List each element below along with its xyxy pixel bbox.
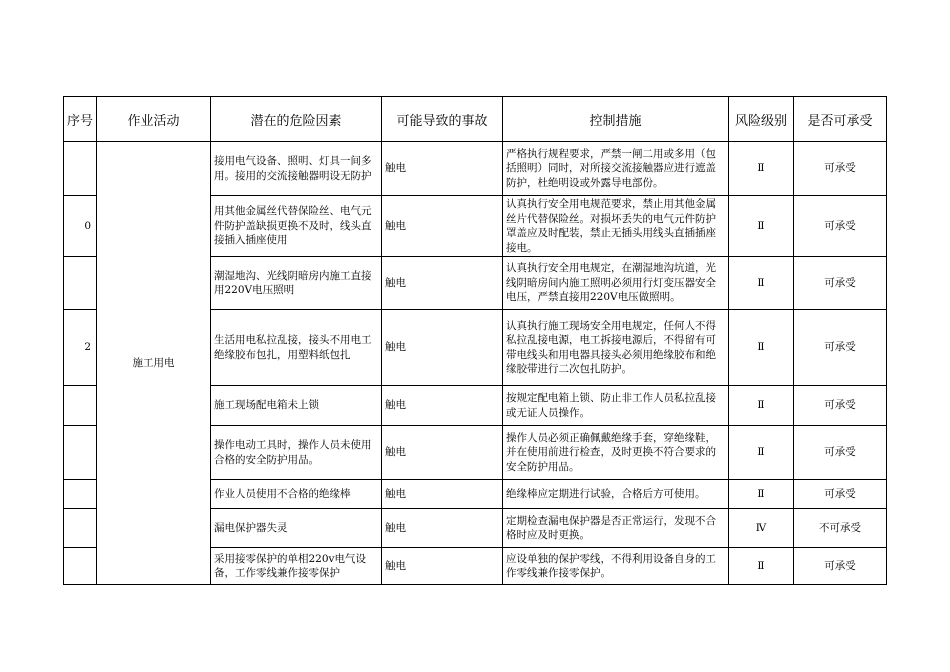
seq-cell <box>64 386 97 426</box>
seq-cell <box>64 509 97 548</box>
header-hazard: 潜在的危险因素 <box>211 97 382 142</box>
acceptable-cell: 可承受 <box>794 257 887 310</box>
seq-cell <box>64 426 97 480</box>
control-cell: 认真执行施工现场安全用电规定，任何人不得私拉乱接电源，电工拆接电源后，不得留有可带电线头和用电器具接头必须用绝缘胶布和绝缘胶带进行二次包扎防护。 <box>503 310 729 386</box>
seq-cell <box>64 142 97 196</box>
header-acceptable: 是否可承受 <box>794 97 887 142</box>
accident-cell: 触电 <box>382 386 503 426</box>
seq-cell: 2 <box>64 310 97 386</box>
level-cell: Ⅳ <box>729 509 794 548</box>
hazard-cell: 操作电动工具时，操作人员未使用合格的安全防护用品。 <box>211 426 382 480</box>
level-cell: Ⅱ <box>729 257 794 310</box>
acceptable-cell: 可承受 <box>794 310 887 386</box>
accident-cell: 触电 <box>382 426 503 480</box>
table-row <box>64 142 887 196</box>
hazard-cell: 潮湿地沟、光线阴暗房内施工直接用220V电压照明 <box>211 257 382 310</box>
hazard-cell: 采用接零保护的单相220v电气设备，工作零线兼作接零保护 <box>211 548 382 585</box>
level-cell: Ⅱ <box>729 548 794 585</box>
acceptable-cell: 不可承受 <box>794 509 887 548</box>
hazard-cell: 漏电保护器失灵 <box>211 509 382 548</box>
level-cell: Ⅱ <box>729 310 794 386</box>
accident-cell: 触电 <box>382 196 503 257</box>
accident-cell: 触电 <box>382 480 503 509</box>
accident-cell: 触电 <box>382 548 503 585</box>
control-cell: 应设单独的保护零线，不得利用设备自身的工作零线兼作接零保护。 <box>503 548 729 585</box>
acceptable-cell: 可承受 <box>794 480 887 509</box>
level-cell: Ⅱ <box>729 426 794 480</box>
hazard-cell: 施工现场配电箱未上锁 <box>211 386 382 426</box>
hazard-cell: 作业人员使用不合格的绝缘棒 <box>211 480 382 509</box>
hazard-cell: 接用电气设备、照明、灯具一间多用。接用的交流接触器明设无防护 <box>211 142 382 196</box>
seq-cell <box>64 480 97 509</box>
control-cell: 定期检查漏电保护器是否正常运行，发现不合格时应及时更换。 <box>503 509 729 548</box>
accident-cell: 触电 <box>382 509 503 548</box>
acceptable-cell: 可承受 <box>794 548 887 585</box>
seq-cell: 0 <box>64 196 97 257</box>
acceptable-cell: 可承受 <box>794 386 887 426</box>
activity-cell: 施工用电 <box>97 142 211 585</box>
level-cell: Ⅱ <box>729 142 794 196</box>
header-seq: 序号 <box>64 97 97 142</box>
control-cell: 认真执行安全用电规范要求，禁止用其他金属丝片代替保险丝。对损坏丢失的电气元件防护罩盖应及时配装，禁止无插头用线头直插插座接电。 <box>503 196 729 257</box>
header-level: 风险级别 <box>729 97 794 142</box>
control-cell: 绝缘棒应定期进行试验，合格后方可使用。 <box>503 480 729 509</box>
accident-cell: 触电 <box>382 142 503 196</box>
control-cell: 认真执行安全用电规定，在潮湿地沟坑道，光线阴暗房间内施工照明必须用行灯变压器安全电压，严禁直接用220V电压做照明。 <box>503 257 729 310</box>
header-accident: 可能导致的事故 <box>382 97 503 142</box>
header-activity: 作业活动 <box>97 97 211 142</box>
acceptable-cell: 可承受 <box>794 196 887 257</box>
level-cell: Ⅱ <box>729 196 794 257</box>
acceptable-cell: 可承受 <box>794 142 887 196</box>
hazard-cell: 生活用电私拉乱接，接头不用电工绝缘胶布包扎，用塑料纸包扎 <box>211 310 382 386</box>
control-cell: 操作人员必须正确佩戴绝缘手套，穿绝缘鞋，并在使用前进行检查，及时更换不符合要求的安全防护用品。 <box>503 426 729 480</box>
seq-cell <box>64 548 97 585</box>
level-cell: Ⅱ <box>729 386 794 426</box>
hazard-cell: 用其他金属丝代替保险丝、电气元件防护盖缺损更换不及时，线头直接插入插座使用 <box>211 196 382 257</box>
accident-cell: 触电 <box>382 310 503 386</box>
accident-cell: 触电 <box>382 257 503 310</box>
level-cell: Ⅱ <box>729 480 794 509</box>
acceptable-cell: 可承受 <box>794 426 887 480</box>
header-control: 控制措施 <box>503 97 729 142</box>
header-row <box>64 97 887 142</box>
seq-cell <box>64 257 97 310</box>
control-cell: 按规定配电箱上锁、防止非工作人员私拉乱接或无证人员操作。 <box>503 386 729 426</box>
risk-assessment-table <box>63 96 887 585</box>
control-cell: 严格执行规程要求，严禁一闸二用或多用（包括照明）同时，对所接交流接触器应进行遮盖防护，杜绝明设或外露导电部份。 <box>503 142 729 196</box>
